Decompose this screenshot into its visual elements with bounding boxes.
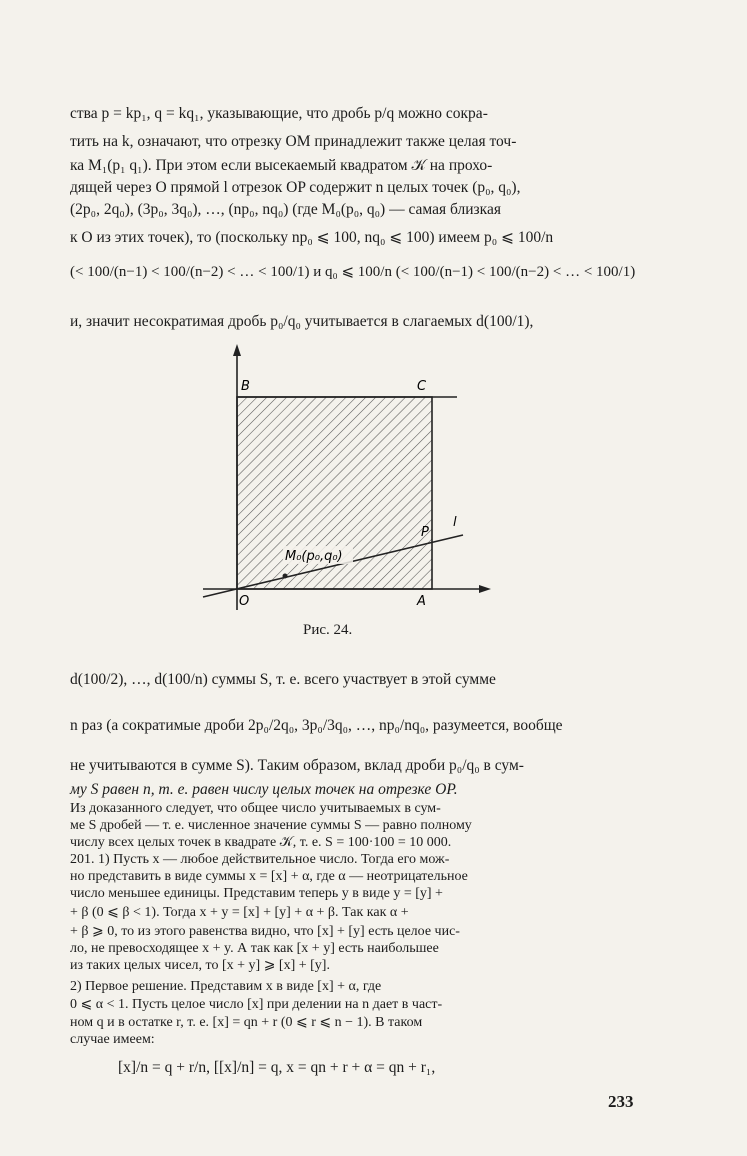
body-line-13: ном q и в остатке r, т. е. [x] = qn + r (0 ⩽ r ⩽ n − 1). В таком: [70, 1015, 423, 1030]
body-line-2: ме S дробей — т. е. численное значение суммы S — равно полному: [70, 818, 472, 833]
label-m0: M₀(p₀,q₀): [285, 549, 343, 564]
text-line-1: ства p = kp₁, q = kq₁, указывающие, что дробь p/q можно сокра-: [70, 105, 488, 122]
body-line-10: из таких целых чисел, то [x + y] ⩾ [x] + [y].: [70, 958, 330, 973]
body-line-14: случае имеем:: [70, 1032, 155, 1047]
page-number: 233: [608, 1092, 634, 1111]
label-a: A: [417, 594, 426, 609]
text-line-5: (2p₀, 2q₀), (3p₀, 3q₀), …, (np₀, nq₀) (где M₀(p₀, q₀) — самая близкая: [70, 201, 501, 218]
last-formula: [x]/n = q + r/n, [[x]/n] = q, x = qn + r + α = qn + r₁,: [118, 1059, 436, 1076]
body-line-11: 2) Первое решение. Представим x в виде [x] + α, где: [70, 979, 382, 994]
body-line-3: числу всех целых точек в квадрате 𝒦, т. е. S = 100·100 = 10 000.: [70, 835, 452, 850]
y-axis-arrow: [233, 344, 241, 356]
body-line-8: + β ⩾ 0, то из этого равенства видно, что [x] + [y] есть целое чис-: [70, 924, 460, 939]
label-l: l: [453, 515, 457, 530]
after-figure-line-1-tail: суммы S, т. е. всего участвует в этой сумме: [211, 671, 496, 688]
label-c: C: [417, 379, 427, 394]
body-line-1: Из доказанного следует, что общее число учитываемых в сум-: [70, 801, 441, 816]
d-sequence: d(100/2), …, d(100/n): [70, 671, 212, 688]
figure-24-diagram: [195, 340, 495, 620]
body-line-12: 0 ⩽ α < 1. Пусть целое число [x] при делении на n дает в част-: [70, 997, 443, 1012]
body-line-5: но представить в виде суммы x = [x] + α, где α — неотрицательное: [70, 869, 468, 884]
text-line-6: к O из этих точек), то (поскольку np₀ ⩽ 100, nq₀ ⩽ 100) имеем p₀ ⩽ 100/n: [70, 229, 554, 246]
label-p: P: [421, 525, 429, 540]
body-line-6: число меньшее единицы. Представим теперь y в виде y = [y] +: [70, 886, 443, 901]
body-line-4: 201. 1) Пусть x — любое действительное число. Тогда его мож-: [70, 852, 450, 867]
body-line-9: ло, не превосходящее x + y. А так как [x + y] есть наибольшее: [70, 941, 439, 956]
figure-caption: Рис. 24.: [303, 622, 353, 638]
after-figure-line-3: не учитываются в сумме S). Таким образом, вклад дроби p₀/q₀ в сум-: [70, 757, 524, 774]
after-formula-line: и, значит несократимая дробь p₀/q₀ учитывается в слагаемых d(100/1),: [70, 313, 534, 330]
text-line-3: ка M₁(p₁ q₁). При этом если высекаемый квадратом 𝒦 на прохо-: [70, 157, 493, 174]
x-axis-arrow: [479, 585, 491, 593]
text-line-2: тить на k, означают, что отрезку OM принадлежит также целая точ-: [70, 133, 517, 150]
text-line-4: дящей через O прямой l отрезок OP содержит n целых точек (p₀, q₀),: [70, 179, 521, 196]
after-figure-line-4: му S равен n, т. е. равен числу целых точек на отрезке OP.: [70, 781, 458, 798]
after-figure-line-1: [70, 670, 640, 690]
after-figure-line-2: n раз (а сократимые дроби 2p₀/2q₀, 3p₀/3q₀, …, np₀/nq₀, разумеется, вообще: [70, 717, 563, 734]
label-o: O: [239, 594, 250, 609]
label-b: B: [241, 379, 250, 394]
formula-line: (< 100/(n−1) < 100/(n−2) < … < 100/1) и q₀ ⩽ 100/n (< 100/(n−1) < 100/(n−2) < … < 100/1): [70, 264, 636, 280]
point-m0: [283, 574, 288, 579]
body-line-7: + β (0 ⩽ β < 1). Тогда x + y = [x] + [y] + α + β. Так как α +: [70, 905, 409, 920]
